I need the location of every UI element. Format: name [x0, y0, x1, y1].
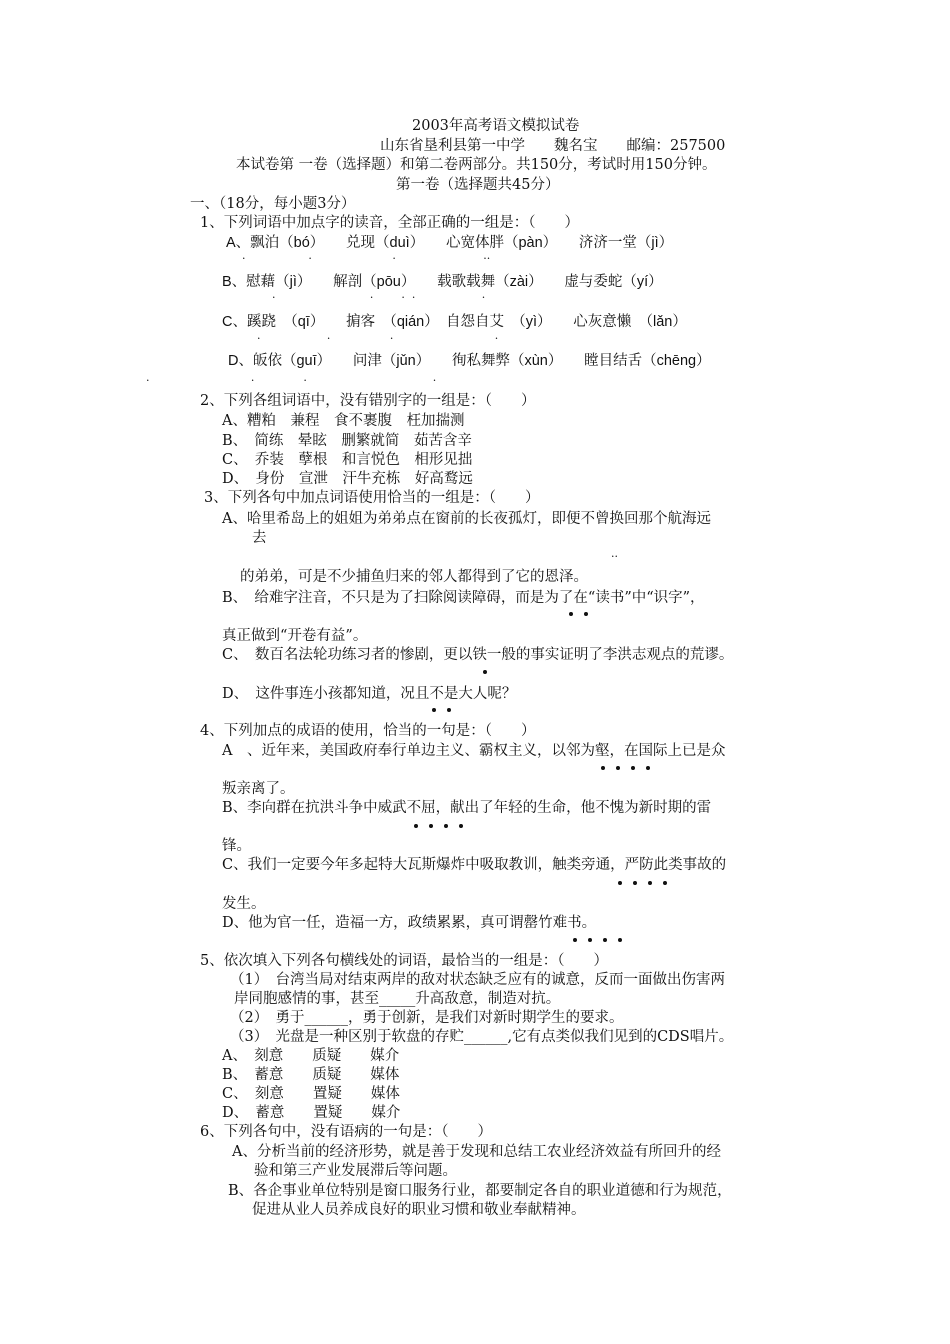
q6-option-a-line2: 验和第三产业发展滞后等问题。 — [254, 1163, 457, 1179]
q5-stem: 5、依次填入下列各句横线处的词语，最恰当的一组是：（ ） — [200, 953, 608, 969]
q1-stem: 1、下列词语中加点字的读音，全部正确的一组是：（ ） — [200, 215, 579, 231]
q5-option-b: B、 蓄意 质疑 媒体 — [222, 1067, 400, 1083]
q6-option-b-line1: B、各企事业单位特别是窗口服务行业，都要制定各自的职业道德和行为规范， — [228, 1183, 732, 1199]
q2-option-b: B、 简练 晕眩 删繁就简 茹苦含辛 — [222, 433, 472, 449]
emphasis-dot — [584, 612, 588, 616]
q3-stem: 3、下列各句中加点词语使用恰当的一组是：（ ） — [204, 490, 540, 506]
q3-option-b-line1: B、 给难字注音，不只是为了扫除阅读障碍，而是为了在“读书”中“识字”， — [222, 590, 705, 606]
q4-option-c-line1: C、我们一定要今年多起特大瓦斯爆炸中吸取教训，触类旁通，严防此类事故的 — [222, 857, 727, 873]
emphasis-dot — [588, 938, 592, 942]
emphasis-dot — [631, 766, 635, 770]
emphasis-dot — [603, 938, 607, 942]
q5-sentence-2: （2） 勇于______，勇于创新，是我们对新时期学生的要求。 — [230, 1010, 624, 1026]
emphasis-dot — [618, 938, 622, 942]
volume-title: 第一卷（选择题共45分） — [396, 177, 560, 193]
q6-option-a-line1: A、分析当前的经济形势，就是善于发现和总结工农业经济效益有所回升的经 — [232, 1144, 721, 1160]
q4-option-b-line1: B、李向群在抗洪斗争中威武不屈，献出了年轻的生命，他不愧为新时期的雷 — [222, 800, 712, 816]
q2-option-d: D、 身份 宣泄 汗牛充栋 好高鹜远 — [222, 471, 473, 487]
author-line: 山东省垦利县第一中学 魏名宝 邮编：257500 — [380, 138, 726, 154]
exam-title: 2003年高考语文模拟试卷 — [412, 118, 580, 134]
emphasis-dot — [618, 881, 622, 885]
emphasis-dot — [459, 824, 463, 828]
emphasis-dots: ·· — [611, 550, 618, 563]
q4-option-a-line2: 叛亲离了。 — [222, 781, 295, 797]
q4-stem: 4、下列加点的成语的使用，恰当的一句是：（ ） — [200, 723, 536, 739]
emphasis-dot — [601, 766, 605, 770]
q3-option-a-line1: A、哈里希岛上的姐姐为弟弟点在窗前的长夜孤灯，即便不曾换回那个航海远 — [222, 511, 711, 527]
q3-option-a-line3: 的弟弟，可是不少捕鱼归来的邻人都得到了它的恩泽。 — [240, 569, 588, 585]
emphasis-dot — [646, 766, 650, 770]
emphasis-dot — [633, 881, 637, 885]
emphasis-dots: · · · ·· — [242, 252, 491, 265]
q3-option-d: D、 这件事连小孩都知道，况且不是大人呢？ — [222, 686, 517, 702]
q5-sentence-1-line1: （1） 台湾当局对结束两岸的敌对状态缺乏应有的诚意，反而一面做出伤害两 — [230, 972, 725, 988]
emphasis-dots: . . . . — [146, 371, 437, 384]
emphasis-dot — [616, 766, 620, 770]
emphasis-dots: · · · · — [257, 332, 499, 345]
q2-option-a: A、糟粕 兼程 食不裹腹 枉加揣测 — [222, 413, 465, 429]
q1-option-c: C、蹊跷 （qī） 掮客 （qián） 自怨自艾 （yì） 心灰意懒 （lǎn） — [222, 314, 687, 330]
q6-stem: 6、下列各句中，没有语病的一句是：（ ） — [200, 1124, 492, 1140]
q2-stem: 2、下列各组词语中，没有错别字的一组是：（ ） — [200, 393, 536, 409]
emphasis-dots: · · · · · — [272, 291, 486, 304]
emphasis-dot — [432, 708, 436, 712]
q6-option-b-line2: 促进从业人员养成良好的职业习惯和敬业奉献精神。 — [252, 1202, 586, 1218]
emphasis-dot — [414, 824, 418, 828]
emphasis-dot — [573, 938, 577, 942]
emphasis-dot — [569, 612, 573, 616]
q3-option-c: C、 数百名法轮功练习者的惨剧，更以铁一般的事实证明了李洪志观点的荒谬。 — [222, 647, 734, 663]
q5-sentence-1-line2: 岸同胞感情的事，甚至_____升高敌意，制造对抗。 — [234, 991, 561, 1007]
q3-option-a-line2: 去 — [252, 530, 267, 546]
q1-option-d: D、皈依（guī） 问津（jǔn） 徇私舞弊（xùn） 瞠目结舌（chēng） — [228, 353, 711, 369]
q5-option-a: A、 刻意 质疑 媒介 — [222, 1048, 400, 1064]
q3-option-b-line2: 真正做到“开卷有益”。 — [222, 628, 368, 644]
q4-option-d: D、他为官一任，造福一方，政绩累累，真可谓罄竹难书。 — [222, 915, 597, 931]
q4-option-c-line2: 发生。 — [222, 896, 266, 912]
emphasis-dot — [444, 824, 448, 828]
q4-option-a-line1: A 、近年来，美国政府奉行单边主义、霸权主义，以邻为壑，在国际上已是众 — [222, 743, 726, 759]
exam-intro: 本试卷第 一卷（选择题）和第二卷两部分。共150分，考试时用150分钟。 — [236, 157, 717, 173]
q1-option-b: B、慰藉（jì） 解剖（pōu） 载歌载舞（zài） 虚与委蛇（yí） — [222, 274, 663, 290]
q5-option-d: D、 蓄意 置疑 媒介 — [222, 1105, 401, 1121]
q2-option-c: C、 乔装 孽根 和言悦色 相形见拙 — [222, 452, 473, 468]
q4-option-b-line2: 锋。 — [222, 838, 251, 854]
emphasis-dot — [483, 670, 487, 674]
section-heading: 一、（18分，每小题3分） — [190, 196, 356, 212]
emphasis-dot — [447, 708, 451, 712]
emphasis-dot — [648, 881, 652, 885]
q5-option-c: C、 刻意 置疑 媒体 — [222, 1086, 400, 1102]
q1-option-a: A、飘泊（bó） 兑现（duì） 心宽体胖（pàn） 济济一堂（jì） — [226, 235, 674, 251]
q5-sentence-3: （3） 光盘是一种区别于软盘的存贮______,它有点类似我们见到的CDS唱片。 — [230, 1029, 734, 1045]
emphasis-dot — [663, 881, 667, 885]
emphasis-dot — [429, 824, 433, 828]
